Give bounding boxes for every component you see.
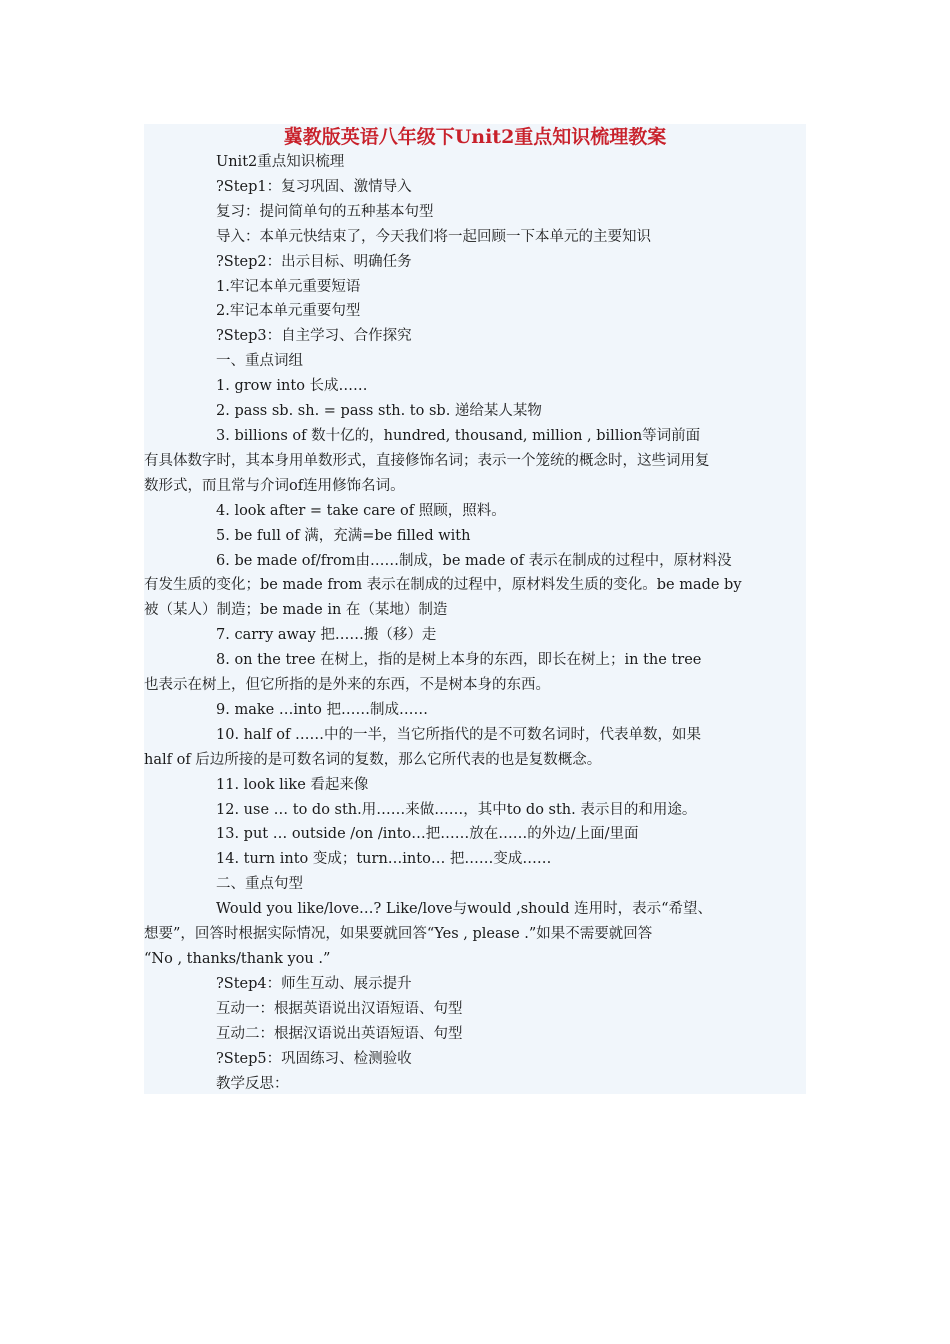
text-line: 12. use … to do sth.用……来做……，其中to do sth. 表示目的和用途。 [216,801,697,818]
text-line: ?Step5：巩固练习、检测验收 [216,1050,412,1067]
text-line: Would you like/love…? Like/love与would ,should 连用时，表示“希望、 [216,901,713,918]
text-line: 有发生质的变化；be made from 表示在制成的过程中，原材料发生质的变化。be made by [144,577,742,594]
text-line: 也表示在树上，但它所指的是外来的东西，不是树本身的东西。 [144,677,550,694]
text-line: 5. be full of 满，充满=be filled with [216,527,471,544]
text-line: 4. look after = take care of 照顾，照料。 [216,502,506,519]
text-line: 二、重点句型 [216,876,303,893]
text-line: 数形式，而且常与介词of连用修饰名词。 [144,477,405,494]
text-line: 想要”，回答时根据实际情况，如果要就回答“Yes , please .”如果不需要就回答 [144,926,653,943]
text-line: 7. carry away 把……搬（移）走 [216,627,437,644]
text-line: 1. grow into 长成…… [216,378,368,395]
text-line: ?Step3：自主学习、合作探究 [216,328,412,345]
text-line: 6. be made of/from由……制成，be made of 表示在制成的过程中，原材料没 [216,552,732,569]
text-line: 10. half of ……中的一半，当它所指代的是不可数名词时，代表单数，如果 [216,726,701,743]
text-line: 教学反思： [216,1075,289,1092]
text-line: 导入：本单元快结束了，今天我们将一起回顾一下本单元的主要知识 [216,228,651,245]
text-line: 14. turn into 变成；turn…into… 把……变成…… [216,851,552,868]
text-line: Unit2重点知识梳理 [216,154,345,170]
document-panel [144,124,806,1094]
text-line: 2. pass sb. sh. = pass sth. to sb. 递给某人某物 [216,403,542,420]
text-line: 被（某人）制造；be made in 在（某地）制造 [144,602,448,619]
document-body [144,150,806,1096]
text-line: 互动二：根据汉语说出英语短语、句型 [216,1025,463,1042]
text-line: 8. on the tree 在树上，指的是树上本身的东西，即长在树上；in the tree [216,652,702,669]
text-line: 复习：提问简单句的五种基本句型 [216,203,434,220]
document-title: 冀教版英语八年级下Unit2重点知识梳理教案 [283,126,667,148]
text-line: 一、重点词组 [216,353,303,370]
text-line: ?Step1：复习巩固、激情导入 [216,178,412,195]
text-line: ?Step4：师生互动、展示提升 [216,975,412,992]
text-line: 11. look like 看起来像 [216,776,369,793]
text-line: 13. put … outside /on /into…把……放在……的外边/上面/里面 [216,826,639,843]
text-line: ?Step2：出示目标、明确任务 [216,253,412,270]
text-line: 9. make …into 把……制成…… [216,701,428,718]
text-line: 互动一：根据英语说出汉语短语、句型 [216,1000,463,1017]
text-line: 有具体数字时，其本身用单数形式，直接修饰名词；表示一个笼统的概念时，这些词用复 [144,452,710,469]
text-line: half of 后边所接的是可数名词的复数，那么它所代表的也是复数概念。 [144,751,602,768]
text-line: 1.牢记本单元重要短语 [216,278,361,295]
text-line: “No , thanks/thank you .” [144,951,331,967]
text-line: 2.牢记本单元重要句型 [216,303,361,320]
text-line: 3. billions of 数十亿的，hundred, thousand, million , billion等词前面 [216,427,701,444]
